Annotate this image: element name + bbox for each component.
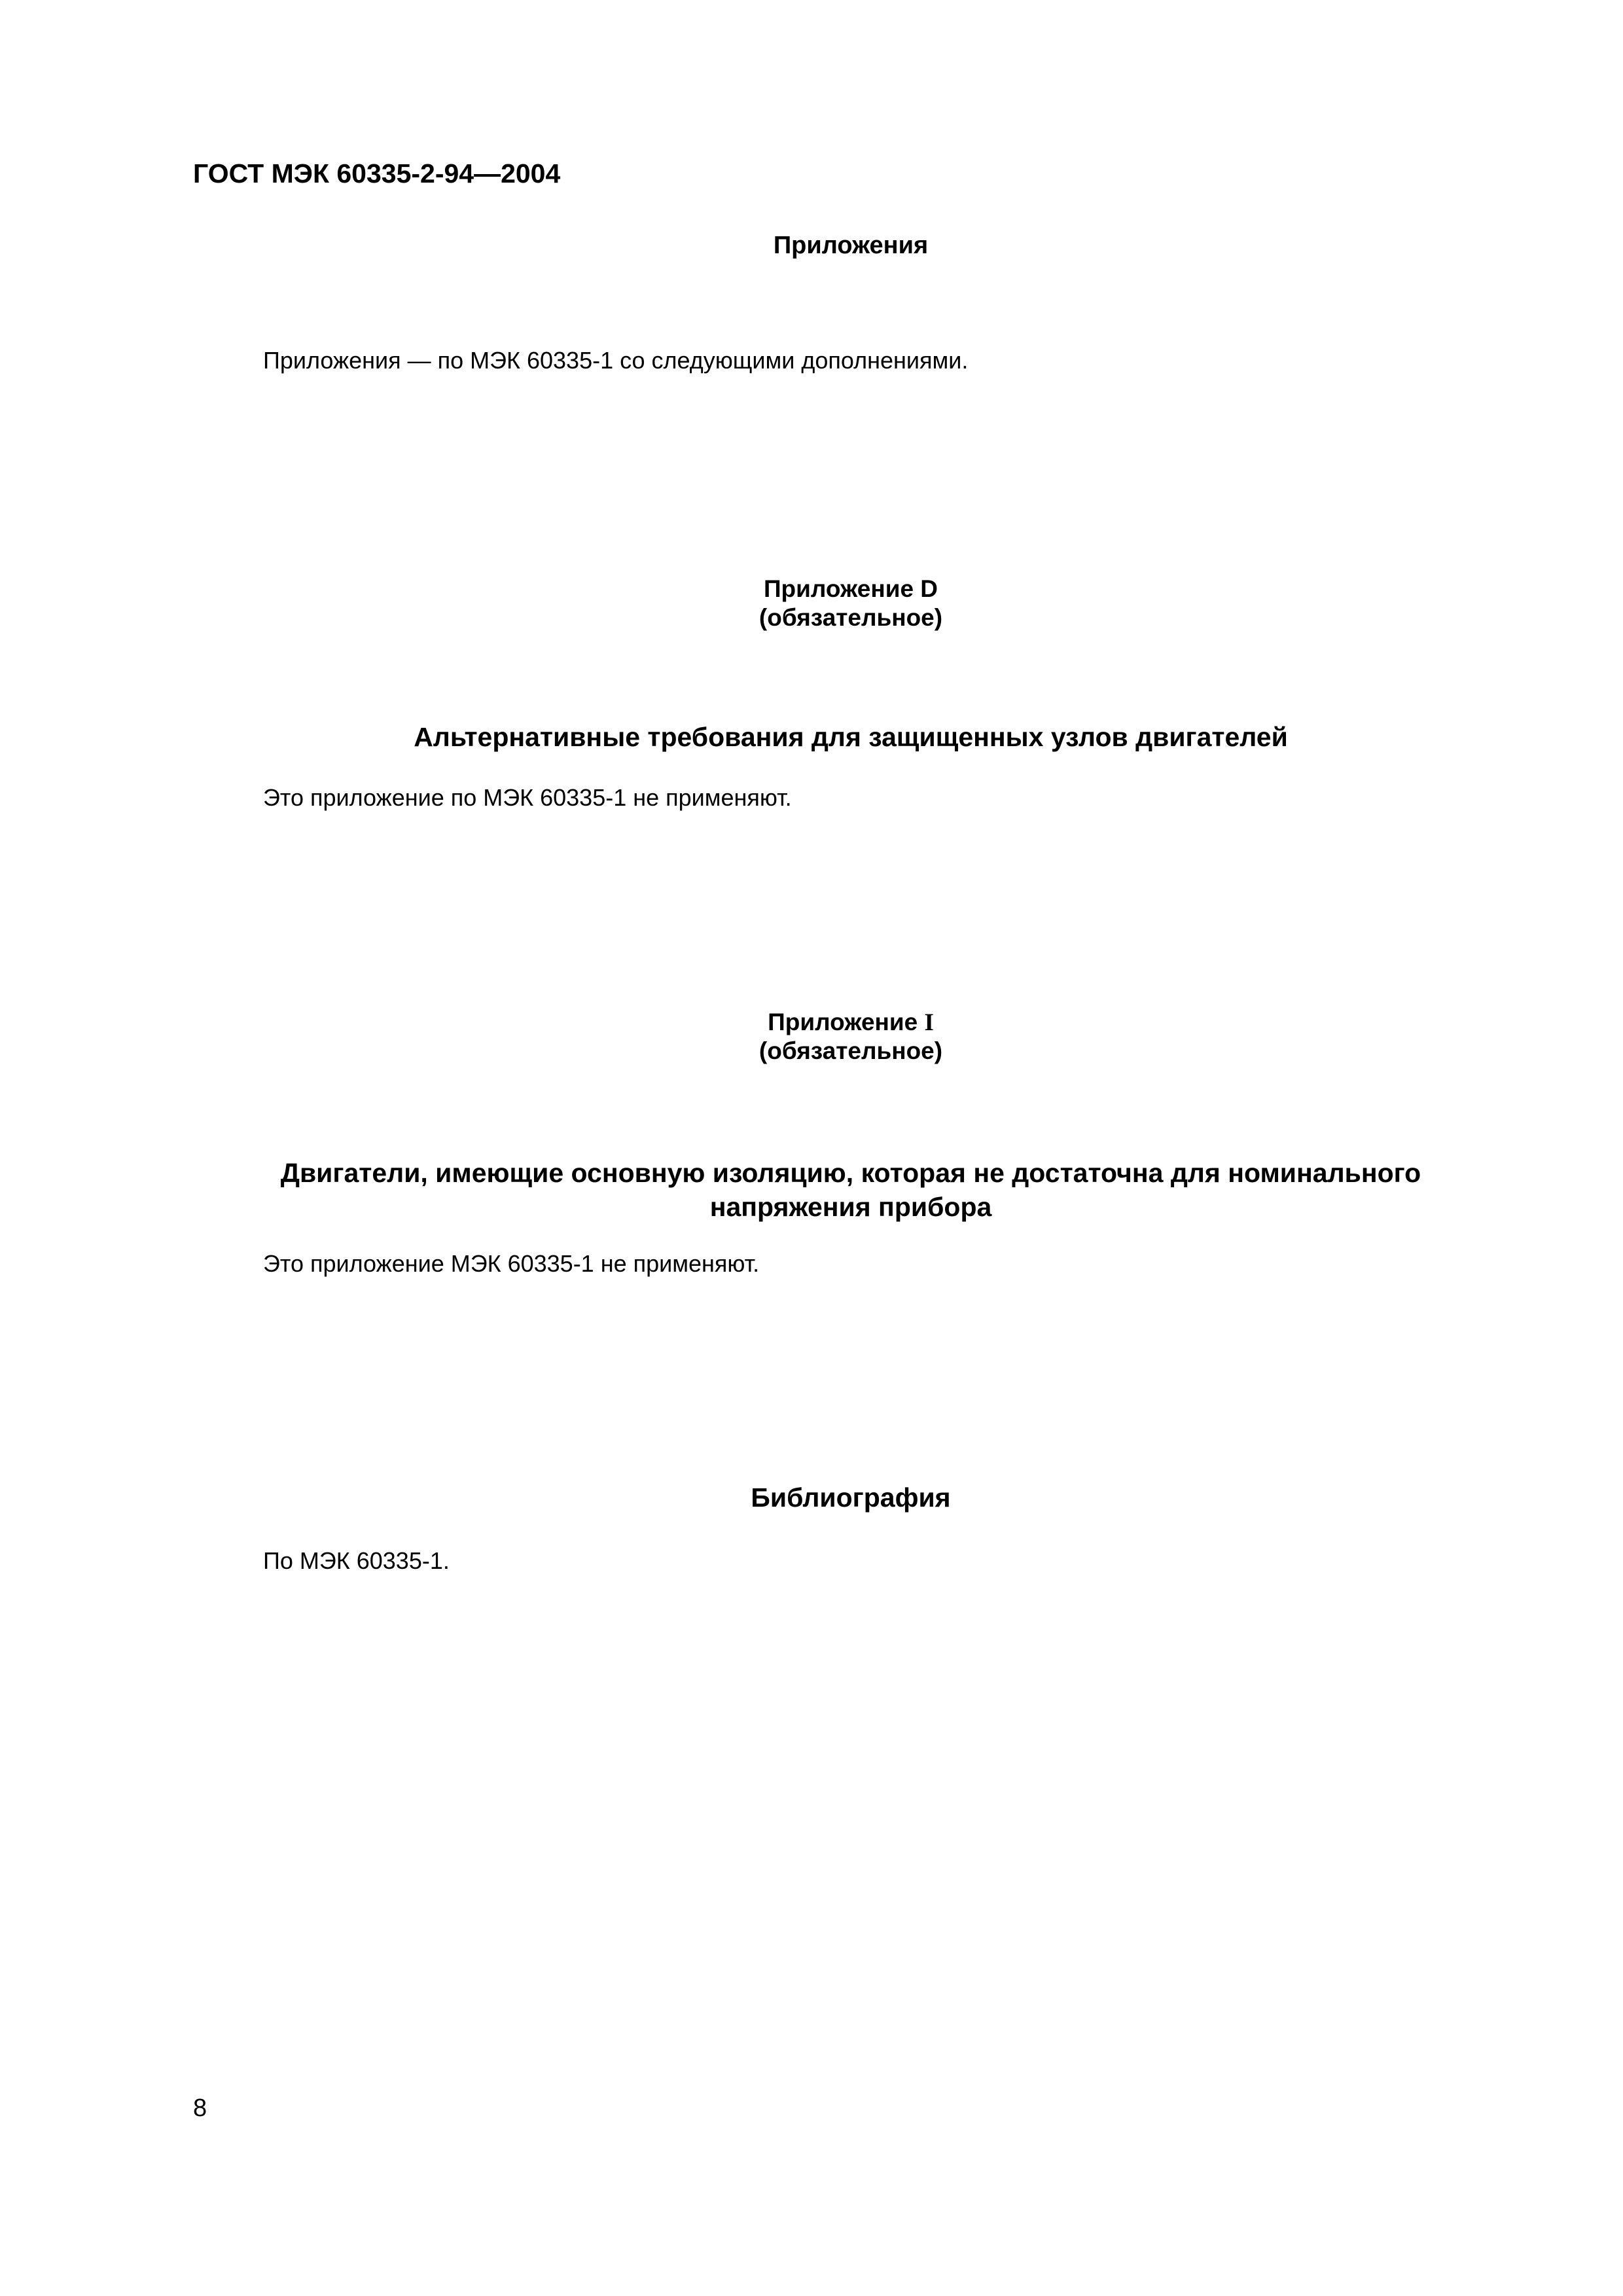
annex-d-text: Это приложение по МЭК 60335-1 не применяют.	[263, 784, 792, 811]
annex-d-status: (обязательное)	[758, 604, 943, 631]
annex-i-title-line1: Двигатели, имеющие основную изоляцию, которая не достаточна для номинального	[280, 1158, 1421, 1188]
annex-i-text: Это приложение МЭК 60335-1 не применяют.	[263, 1250, 760, 1277]
annex-i-label	[196, 1008, 1505, 1037]
annexes-heading: Приложения	[773, 232, 929, 259]
bibliography-text: По МЭК 60335-1.	[263, 1547, 450, 1574]
document-code: ГОСТ МЭК 60335-2-94—2004	[193, 158, 561, 188]
page-number: 8	[193, 2094, 207, 2122]
annexes-intro-text: Приложения — по МЭК 60335-1 со следующими дополнениями.	[263, 347, 969, 374]
annex-d-label: Приложение D	[763, 575, 938, 602]
annex-i-title-line2: напряжения прибора	[709, 1192, 992, 1222]
annex-i-label-letter: I	[924, 1009, 934, 1036]
bibliography-heading: Библиография	[751, 1482, 951, 1513]
annex-d-title: Альтернативные требования для защищенных узлов двигателей	[414, 722, 1288, 752]
annex-i-status: (обязательное)	[758, 1037, 943, 1064]
annex-i-label-prefix: Приложение	[768, 1009, 925, 1035]
